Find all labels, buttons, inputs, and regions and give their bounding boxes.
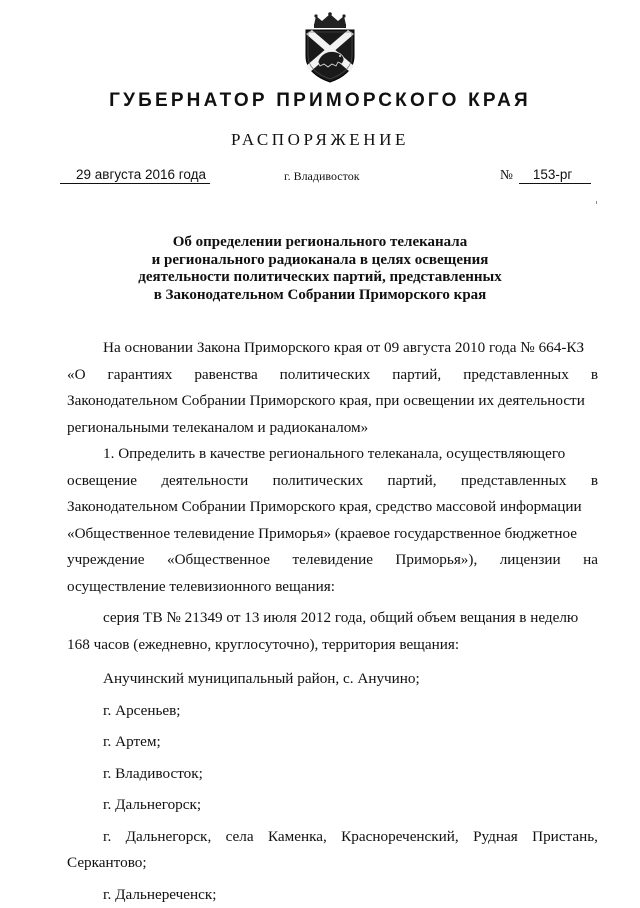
scan-speck (596, 201, 597, 204)
word: телевидение (293, 547, 373, 574)
word: равенства (194, 362, 257, 389)
territory-item: г. Артем; (67, 729, 598, 756)
word: деятельности (161, 468, 248, 495)
number-sign: № (500, 167, 513, 182)
document-body (67, 335, 598, 908)
territory-item: г. Дальнегорск; (67, 792, 598, 819)
word: политических (273, 468, 364, 495)
word: села (226, 824, 254, 851)
territory-item: г. Арсеньев; (67, 698, 598, 725)
word: Каменка, (268, 824, 327, 851)
word: гарантиях (108, 362, 173, 389)
word: в (591, 362, 598, 389)
document-date: 29 августа 2016 года (60, 167, 210, 184)
document-city: г. Владивосток (284, 169, 360, 184)
word: представленных (463, 362, 569, 389)
territory-item-justified (67, 824, 598, 851)
document-meta-row (0, 167, 640, 189)
word: в (591, 468, 598, 495)
heading-line: деятельности политических партий, представленных (80, 269, 560, 287)
word: Приморья»), (395, 547, 477, 574)
word: Краснореченский, (341, 824, 459, 851)
word: освещение (67, 468, 137, 495)
territory-item-continuation: Серкантово; (67, 850, 598, 877)
number-value: 153-рг (519, 167, 591, 184)
word: на (583, 547, 598, 574)
paragraph-line: Законодательном Собрании Приморского края, при освещении их деятельности (67, 388, 598, 415)
document-number (500, 167, 591, 184)
document-type: РАСПОРЯЖЕНИЕ (0, 130, 640, 150)
word: лицензии (500, 547, 561, 574)
paragraph-line-justified (67, 362, 598, 389)
word: «О (67, 362, 86, 389)
paragraph-line: региональными телеканалом и радиоканалом» (67, 415, 598, 442)
paragraph-line: 168 часов (ежедневно, круглосуточно), территория вещания: (67, 632, 598, 659)
paragraph-line: 1. Определить в качестве регионального телеканала, осуществляющего (67, 441, 598, 468)
document-heading (80, 234, 560, 304)
word: «Общественное (167, 547, 270, 574)
word: г. (103, 824, 111, 851)
crown-icon (314, 12, 346, 28)
territory-item: г. Дальнереченск; (67, 882, 598, 908)
word: представленных (461, 468, 567, 495)
paragraph-line: осуществление телевизионного вещания: (67, 574, 598, 601)
org-title: ГУБЕРНАТОР ПРИМОРСКОГО КРАЯ (0, 90, 640, 112)
word: Пристань, (532, 824, 598, 851)
word: партий, (388, 468, 437, 495)
paragraph-line: Законодательном Собрании Приморского края, средство массовой информации (67, 494, 598, 521)
heading-line: в Законодательном Собрании Приморского края (80, 287, 560, 305)
paragraph-line-justified (67, 547, 598, 574)
paragraph-line-justified (67, 468, 598, 495)
word: Дальнегорск, (126, 824, 212, 851)
word: учреждение (67, 547, 145, 574)
paragraph-line: На основании Закона Приморского края от 09 августа 2010 года № 664-КЗ (67, 335, 598, 362)
territory-item: г. Владивосток; (67, 761, 598, 788)
word: Рудная (473, 824, 518, 851)
heading-line: Об определении регионального телеканала (80, 234, 560, 252)
word: партий, (392, 362, 441, 389)
word: политических (280, 362, 371, 389)
heading-line: и регионального радиоканала в целях освещения (80, 252, 560, 270)
paragraph-line: серия ТВ № 21349 от 13 июля 2012 года, общий объем вещания в неделю (67, 605, 598, 632)
coat-of-arms-emblem (298, 12, 362, 84)
paragraph-line: «Общественное телевидение Приморья» (краевое государственное бюджетное (67, 521, 598, 548)
territory-item: Анучинский муниципальный район, с. Анучино; (67, 666, 598, 693)
